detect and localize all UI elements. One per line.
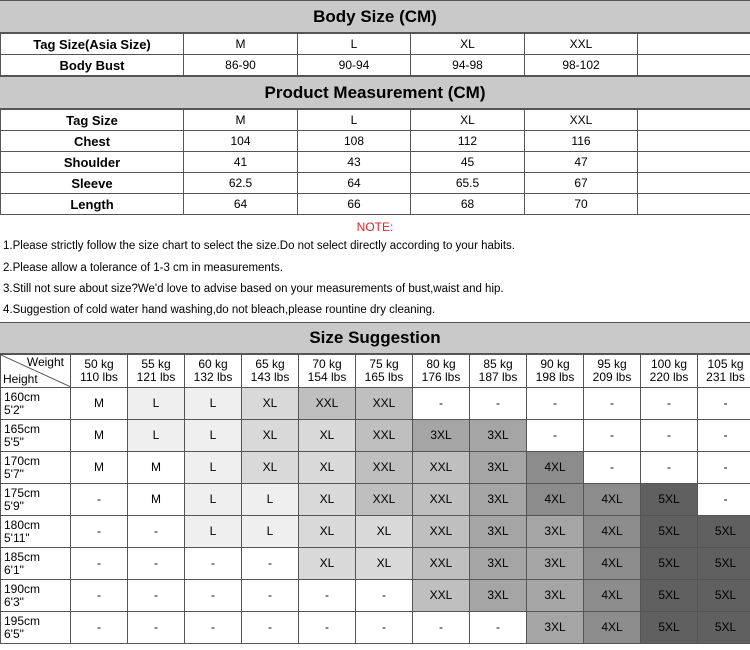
size-cell: 4XL [527,484,584,516]
weight-lbs: 220 lbs [649,370,689,384]
height-cell [1,612,71,644]
empty-cell [638,152,750,173]
weight-kg: 75 kg [369,357,399,371]
weight-kg: 55 kg [141,357,171,371]
height-ft: 6'1" [4,562,24,577]
size-cell: XXL [356,452,413,484]
size-cell: - [71,516,128,548]
body-size-title: Body Size (CM) [313,6,437,26]
product-row-label: Chest [1,131,184,152]
empty-cell [638,131,750,152]
table-row [1,612,750,644]
size-cell: M [71,420,128,452]
measure-cell: 64 [298,173,411,194]
measure-cell: 41 [184,152,298,173]
size-cell: XXL [413,580,470,612]
weight-lbs: 121 lbs [136,370,176,384]
body-bust-label: Body Bust [1,55,184,76]
size-cell: - [527,388,584,420]
measure-cell: XL [411,110,525,131]
tag-size-label: Tag Size(Asia Size) [1,34,184,55]
size-cell: 5XL [641,580,698,612]
size-cell: - [470,612,527,644]
size-cell: XXL [299,388,356,420]
suggestion-title: Size Suggestion [309,328,441,347]
size-cell: - [698,452,750,484]
tag-cell: M [184,34,298,55]
product-row-label: Shoulder [1,152,184,173]
height-cell [1,548,71,580]
weight-header-cell [128,355,185,388]
size-cell: M [128,452,185,484]
size-cell: 4XL [584,484,641,516]
measure-cell: 65.5 [411,173,525,194]
measure-cell: 112 [411,131,525,152]
table-row [1,110,750,131]
height-cell [1,580,71,612]
weight-lbs: 154 lbs [307,370,347,384]
weight-lbs: 143 lbs [250,370,290,384]
measure-cell: 116 [525,131,638,152]
table-row [1,173,750,194]
size-cell: - [242,612,299,644]
size-cell: 5XL [641,548,698,580]
size-cell: 4XL [584,580,641,612]
height-cm: 185cm [4,549,41,564]
tag-cell: L [298,34,411,55]
size-cell: L [242,516,299,548]
size-cell: - [698,388,750,420]
empty-cell [638,34,750,55]
height-ft: 5'5" [4,434,24,449]
size-cell: 3XL [470,548,527,580]
note-title: NOTE: [356,220,394,234]
weight-header-cell [356,355,413,388]
bust-cell: 90-94 [298,55,411,76]
table-row [1,34,750,55]
size-cell: - [71,612,128,644]
size-cell: 5XL [641,612,698,644]
height-ft: 6'3" [4,594,24,609]
weight-header-row [1,355,750,388]
note-line: 4.Suggestion of cold water hand washing,do not bleach,please rountine dry cleaning. [3,304,436,316]
height-cm: 190cm [4,581,41,596]
size-cell: 3XL [470,484,527,516]
size-cell: 5XL [641,484,698,516]
size-cell: L [128,420,185,452]
table-row [1,388,750,420]
bust-cell: 98-102 [525,55,638,76]
size-cell: 3XL [527,516,584,548]
table-row [1,131,750,152]
weight-header-cell [413,355,470,388]
size-cell: - [698,420,750,452]
measure-cell: 64 [184,194,298,215]
height-label: Height [3,372,38,386]
size-cell: XL [299,484,356,516]
height-ft: 6'5" [4,626,24,641]
measure-cell: 67 [525,173,638,194]
height-cell [1,484,71,516]
weight-label: Weight [26,355,64,369]
size-cell: 3XL [527,548,584,580]
size-cell: - [128,580,185,612]
weight-header-cell [242,355,299,388]
size-cell: 4XL [584,516,641,548]
height-ft: 5'2" [4,402,24,417]
height-cm: 160cm [4,389,41,404]
size-cell: - [470,388,527,420]
size-cell: 5XL [698,612,750,644]
weight-lbs: 231 lbs [706,370,745,384]
size-cell: XXL [356,420,413,452]
height-cm: 170cm [4,453,41,468]
size-cell: - [71,548,128,580]
product-title: Product Measurement (CM) [264,82,486,102]
weight-lbs: 110 lbs [80,370,118,384]
size-cell: XL [299,420,356,452]
measure-cell: 45 [411,152,525,173]
size-cell: - [242,548,299,580]
height-cell [1,420,71,452]
size-cell: 4XL [527,452,584,484]
size-cell: 3XL [527,612,584,644]
weight-kg: 50 kg [84,357,114,371]
size-cell: 5XL [698,580,750,612]
size-cell: - [185,548,242,580]
size-cell: XL [299,516,356,548]
empty-cell [638,110,750,131]
weight-header-cell [299,355,356,388]
measure-cell: 108 [298,131,411,152]
measure-cell: M [184,110,298,131]
weight-lbs: 187 lbs [478,370,518,384]
size-cell: - [128,516,185,548]
weight-lbs: 176 lbs [421,370,461,384]
bust-cell: 86-90 [184,55,298,76]
size-cell: - [641,388,698,420]
size-cell: - [242,580,299,612]
weight-lbs: 198 lbs [535,370,575,384]
weight-kg: 95 kg [597,357,627,371]
size-cell: - [413,612,470,644]
weight-kg: 100 kg [650,357,688,371]
height-cm: 195cm [4,613,41,628]
size-cell: - [527,420,584,452]
weight-header-cell [584,355,641,388]
measure-cell: 47 [525,152,638,173]
product-row-label: Tag Size [1,110,184,131]
measure-cell: 70 [525,194,638,215]
note-line: 3.Still not sure about size?We'd love to advise based on your measurements of bust,waist and hip. [3,283,504,295]
height-cm: 175cm [4,485,41,500]
size-cell: - [356,580,413,612]
size-cell: 4XL [584,548,641,580]
size-cell: XXL [413,516,470,548]
table-row [1,548,750,580]
size-cell: L [185,516,242,548]
product-title-bar [0,76,750,109]
table-row [1,484,750,516]
size-cell: XXL [356,388,413,420]
bust-cell: 94-98 [411,55,525,76]
note-line: 2.Please allow a tolerance of 1-3 cm in measurements. [3,262,283,274]
size-cell: XL [299,452,356,484]
tag-cell: XXL [525,34,638,55]
weight-kg: 105 kg [707,357,744,371]
product-row-label: Length [1,194,184,215]
weight-lbs: 165 lbs [364,370,404,384]
table-row [1,580,750,612]
size-cell: 3XL [413,420,470,452]
table-row [1,452,750,484]
measure-cell: XXL [525,110,638,131]
size-cell: L [242,484,299,516]
weight-kg: 70 kg [312,357,342,371]
size-cell: XL [356,548,413,580]
table-row [1,55,750,76]
size-cell: XL [242,420,299,452]
height-ft: 5'7" [4,466,24,481]
size-cell: 3XL [527,580,584,612]
height-cm: 165cm [4,421,41,436]
weight-header-cell [698,355,750,388]
size-cell: - [584,420,641,452]
weight-header-cell [527,355,584,388]
weight-lbs: 132 lbs [193,370,233,384]
size-cell: - [641,452,698,484]
table-row [1,194,750,215]
size-cell: 3XL [470,516,527,548]
size-cell: - [128,548,185,580]
empty-cell [638,55,750,76]
size-cell: - [71,484,128,516]
size-cell: XXL [413,452,470,484]
size-cell: M [128,484,185,516]
size-cell: L [128,388,185,420]
corner-cell [1,355,71,388]
weight-header-cell [185,355,242,388]
size-cell: XL [299,548,356,580]
weight-lbs: 209 lbs [592,370,632,384]
weight-kg: 90 kg [540,357,570,371]
measure-cell: 104 [184,131,298,152]
measure-cell: 68 [411,194,525,215]
height-cell [1,388,71,420]
size-cell: 5XL [698,516,750,548]
size-cell: 3XL [470,580,527,612]
size-cell: XXL [413,484,470,516]
size-cell: - [128,612,185,644]
body-size-title-bar [0,0,750,33]
empty-cell [638,173,750,194]
height-cm: 180cm [4,517,41,532]
size-cell: - [185,612,242,644]
size-suggestion-table [0,354,750,644]
size-cell: - [299,612,356,644]
size-cell: - [71,580,128,612]
table-row [1,516,750,548]
size-cell: 4XL [584,612,641,644]
empty-cell [638,194,750,215]
size-cell: - [584,452,641,484]
height-ft: 5'11" [4,530,30,545]
size-cell: 5XL [641,516,698,548]
size-cell: L [185,388,242,420]
size-cell: XXL [413,548,470,580]
weight-kg: 85 kg [483,357,513,371]
product-table [0,109,750,215]
size-cell: XL [356,516,413,548]
size-cell: - [299,580,356,612]
height-cell [1,452,71,484]
size-cell: - [698,484,750,516]
measure-cell: 43 [298,152,411,173]
size-cell: XXL [356,484,413,516]
size-cell: - [641,420,698,452]
product-row-label: Sleeve [1,173,184,194]
weight-kg: 80 kg [426,357,456,371]
height-cell [1,516,71,548]
table-row [1,420,750,452]
size-cell: 3XL [470,420,527,452]
weight-header-cell [71,355,128,388]
measure-cell: 62.5 [184,173,298,194]
size-cell: - [584,388,641,420]
size-cell: - [356,612,413,644]
suggestion-title-bar [0,322,750,354]
size-cell: M [71,452,128,484]
measure-cell: L [298,110,411,131]
tag-cell: XL [411,34,525,55]
body-size-table [0,33,750,76]
size-cell: M [71,388,128,420]
size-cell: XL [242,452,299,484]
table-row [1,152,750,173]
measure-cell: 66 [298,194,411,215]
weight-kg: 60 kg [198,357,228,371]
weight-kg: 65 kg [255,357,285,371]
note-line: 1.Please strictly follow the size chart to select the size.Do not select directly according to your habits. [3,240,515,252]
weight-header-cell [470,355,527,388]
size-cell: XL [242,388,299,420]
size-cell: 3XL [470,452,527,484]
size-cell: - [185,580,242,612]
size-cell: L [185,452,242,484]
size-cell: L [185,420,242,452]
size-cell: - [413,388,470,420]
size-cell: L [185,484,242,516]
height-ft: 5'9" [4,498,24,513]
weight-header-cell [641,355,698,388]
size-cell: 5XL [698,548,750,580]
